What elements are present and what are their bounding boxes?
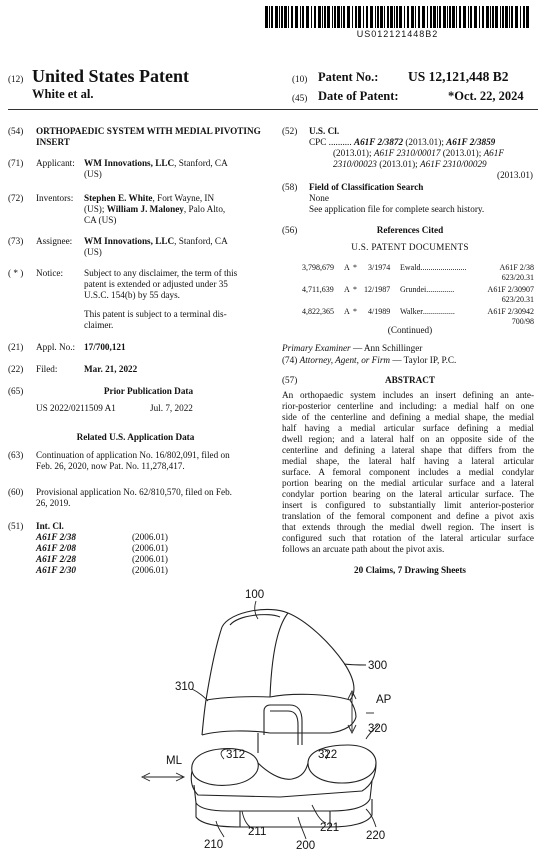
reference-row: 4,711,639 A * 12/1987 Grundei .............. A61F 2/30907 623/20.31 — [302, 285, 534, 304]
code-65: (65) — [8, 386, 24, 396]
abstract-line: An orthopaedic system includes an insert defining an ante- — [282, 390, 534, 400]
medial-condyle — [192, 749, 259, 786]
us-patent-docs-heading: U.S. PATENT DOCUMENTS — [351, 242, 469, 252]
abstract-line: condylar portion bearing on the lateral articular surface. The — [282, 489, 534, 499]
applicant: WM Innovations, LLC, Stanford, CA (US) — [84, 158, 228, 179]
int-cl-row: A61F 2/30 (2006.01) — [36, 565, 168, 575]
int-cl-row: A61F 2/38 (2006.01) — [36, 532, 168, 542]
patent-title: United States Patent — [32, 66, 189, 86]
abstract-heading: ABSTRACT — [384, 375, 436, 385]
code-60: (60) — [8, 487, 24, 497]
notice-label: Notice: — [36, 268, 64, 278]
assignee-label: Assignee: — [36, 236, 73, 246]
patent-no: US 12,121,448 B2 — [408, 69, 509, 84]
code-71: (71) — [8, 158, 24, 168]
label-300: 300 — [368, 660, 388, 672]
code-73: (73) — [8, 236, 24, 246]
code-52: (52) — [282, 126, 298, 136]
references-heading: References Cited — [376, 225, 444, 235]
code-12: (12) — [8, 74, 24, 84]
label-ap: AP — [376, 694, 392, 706]
attorney: (74) Attorney, Agent, or Firm — Taylor IP, P.C. — [282, 355, 457, 365]
label-312: 312 — [226, 749, 246, 761]
reference-list — [302, 263, 534, 326]
inventor-short: White et al. — [32, 87, 94, 101]
abstract-line: follows an arcuate path about the pivot axis. — [282, 544, 445, 554]
document-number: US012121448B2 — [356, 29, 439, 39]
abstract-line: dwell region; and a lateral half on an opposite side of the — [282, 434, 534, 444]
code-45: (45) — [292, 93, 308, 103]
int-cl-list — [36, 532, 246, 576]
terminal-disclaimer: This patent is subject to a terminal dis- claimer. — [84, 309, 227, 330]
abstract-line: rior-posterior centerline and including: a medial half on one — [282, 401, 534, 411]
prior-pub-number: US 2022/0211509 A1 — [36, 403, 116, 413]
code-57: (57) — [282, 375, 298, 385]
invention-title: ORTHOPAEDIC SYSTEM WITH MEDIAL PIVOTING INSERT — [36, 126, 261, 147]
label-200: 200 — [296, 840, 316, 851]
reference-row: 4,822,365 A * 4/1989 Walker ................ A61F 2/30942 700/98 — [302, 307, 534, 326]
field-search-label: Field of Classification Search — [309, 182, 424, 192]
label-322: 322 — [318, 749, 338, 761]
filed-label: Filed: — [36, 364, 58, 374]
prior-pub-date: Jul. 7, 2022 — [150, 403, 193, 413]
primary-examiner: Primary Examiner — Ann Schillinger — [282, 343, 423, 353]
notice-text: Subject to any disclaimer, the term of this patent is extended or adjusted under 35 U.S.C. 154(b) by 55 days. — [84, 268, 238, 300]
femoral-outline — [222, 609, 354, 700]
abstract-line: surface. A femoral component includes a medial condylar — [282, 467, 534, 477]
abstract-line: medial shape, the lateral half having a lateral articular — [282, 456, 534, 466]
label-310: 310 — [175, 681, 195, 693]
label-320: 320 — [368, 723, 388, 735]
patent-date: *Oct. 22, 2024 — [448, 89, 524, 103]
inventors-label: Inventors: — [36, 193, 74, 203]
abstract-line: half having a medial articular surface defining a medial — [282, 423, 534, 433]
appl-no-label: Appl. No.: — [36, 342, 76, 352]
label-211: 211 — [248, 826, 267, 838]
inventors: Stephen E. White, Fort Wayne, IN (US); William J. Maloney, Palo Alto, CA (US) — [84, 193, 226, 225]
abstract-line: centerline and defining a lateral shape that differs from the — [282, 445, 534, 455]
header-rule — [8, 109, 538, 110]
abstract-line: translation of the femoral component and define a pivot axis — [282, 511, 534, 521]
date-label: Date of Patent: — [318, 89, 399, 103]
us-cl-label: U.S. Cl. — [309, 126, 340, 136]
code-51: (51) — [8, 521, 24, 531]
assignee: WM Innovations, LLC, Stanford, CA (US) — [84, 236, 228, 257]
appl-no: 17/700,121 — [84, 342, 126, 352]
provisional-text: Provisional application No. 62/810,570, filed on Feb. 26, 2019. — [36, 487, 232, 508]
code-56: (56) — [282, 225, 298, 235]
representative-figure — [130, 585, 430, 851]
prior-pub-heading: Prior Publication Data — [103, 386, 194, 396]
int-cl-row: A61F 2/28 (2006.01) — [36, 554, 168, 564]
claims-summary: 20 Claims, 7 Drawing Sheets — [353, 565, 467, 575]
label-210: 210 — [204, 839, 224, 851]
label-ml: ML — [166, 755, 182, 767]
int-cl-label: Int. Cl. — [36, 521, 64, 531]
code-63: (63) — [8, 450, 24, 460]
code-10: (10) — [292, 74, 308, 84]
patent-no-label: Patent No.: — [318, 70, 379, 84]
int-cl-row: A61F 2/08 (2006.01) — [36, 543, 168, 553]
code-21: (21) — [8, 342, 24, 352]
code-22: (22) — [8, 364, 24, 374]
field-search-text: None See application file for complete search history. — [309, 193, 485, 214]
abstract-line: that extends through the medial dwell region. The insert is — [282, 522, 534, 532]
abstract-line: insert is configured to substantially limit anterior-posterior — [282, 500, 534, 510]
filed-date: Mar. 21, 2022 — [84, 364, 138, 374]
cpc-classes: CPC .......... A61F 2/3872 (2013.01); A61F 2/3859 (2013.01); A61F 2310/00017 (2013.01); A61F 2310/00023 (2013.01); A61F 2310/00029 (2013.01) — [309, 137, 533, 180]
code-72: (72) — [8, 193, 24, 203]
code-notice: ( * ) — [8, 268, 24, 278]
related-heading: Related U.S. Application Data — [76, 432, 195, 442]
code-54: (54) — [8, 126, 24, 136]
label-220: 220 — [366, 830, 386, 842]
abstract-line: portion bearing on the medial articular surface and a lateral — [282, 478, 534, 488]
continuation-text: Continuation of application No. 16/802,091, filed on Feb. 26, 2020, now Pat. No. 11,278,417. — [36, 450, 230, 471]
barcode — [265, 6, 530, 28]
abstract-line: configured such that rotation of the lateral articular surface — [282, 533, 534, 543]
label-221: 221 — [320, 822, 340, 834]
reference-row: 3,798,679 A * 3/1974 Ewald ....................... A61F 2/38 623/20.31 — [302, 263, 534, 282]
applicant-label: Applicant: — [36, 158, 75, 168]
abstract-text — [282, 390, 534, 555]
continued-note: (Continued) — [387, 325, 433, 335]
abstract-line: side of the centerline and defining a medial shape, the medial — [282, 412, 534, 422]
label-100: 100 — [245, 589, 265, 601]
code-58: (58) — [282, 182, 298, 192]
